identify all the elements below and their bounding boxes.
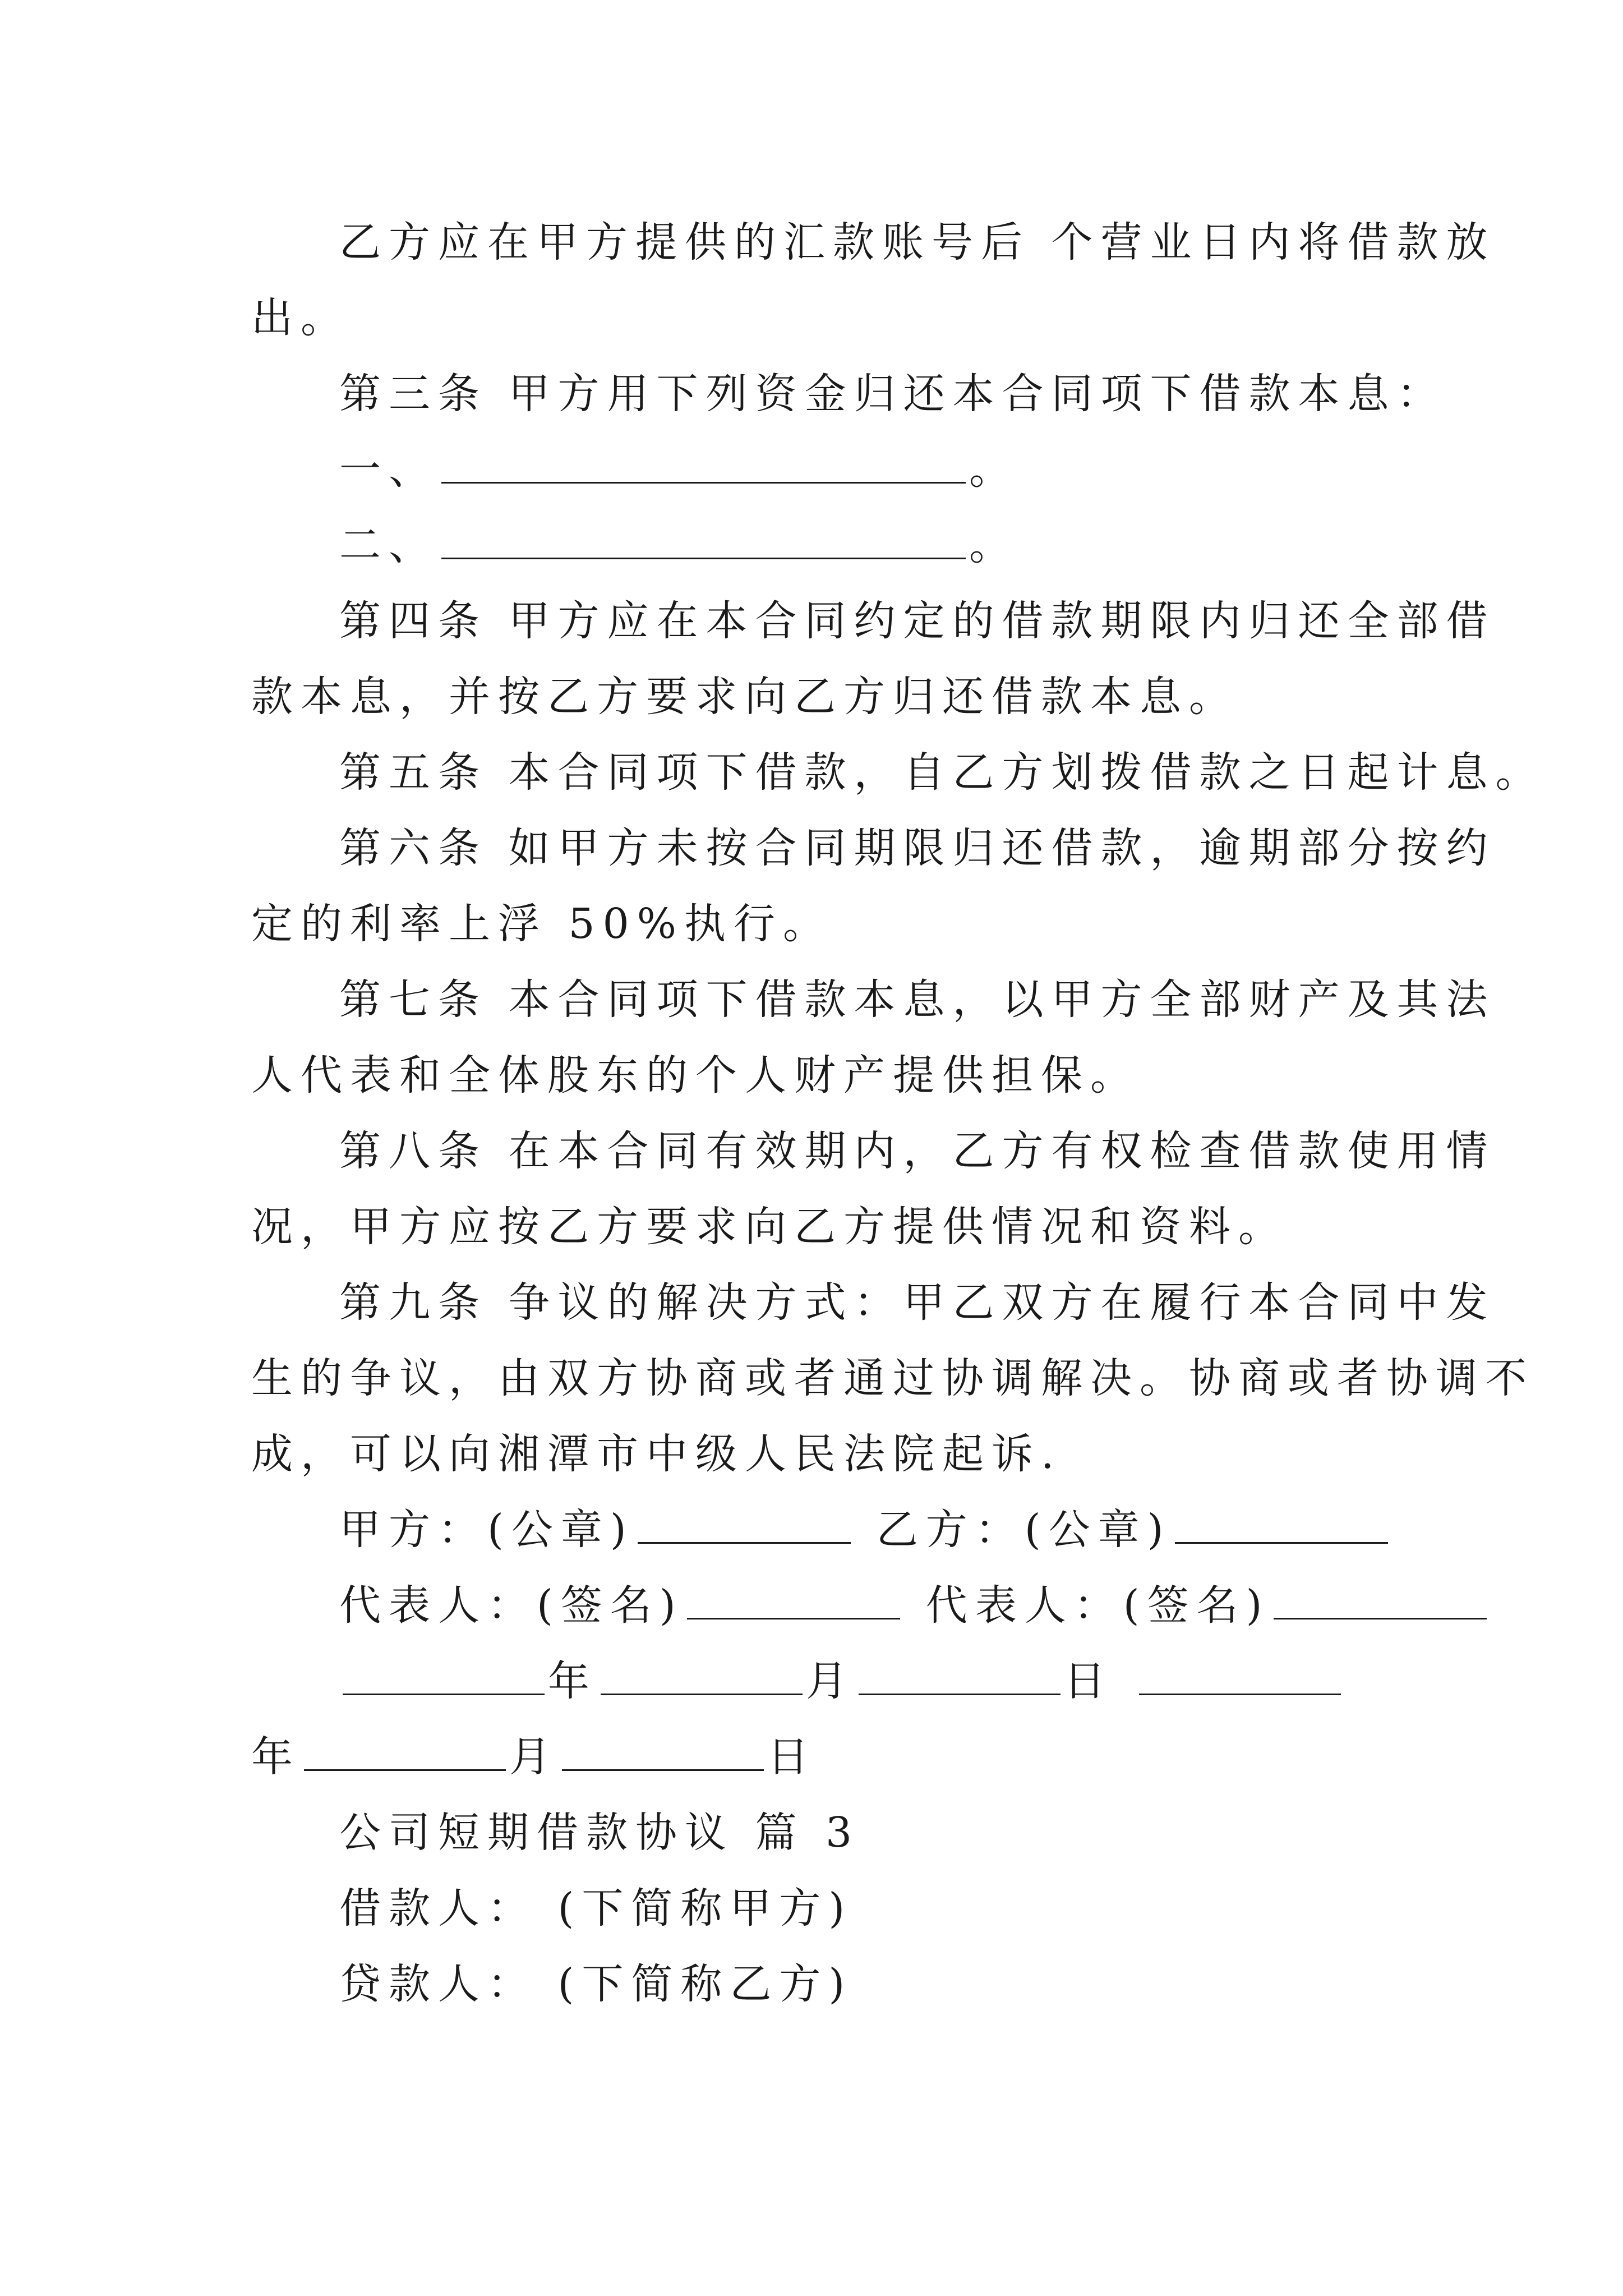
party-a-seal-blank[interactable]	[638, 1505, 851, 1544]
article-7: 第七条 本合同项下借款本息，以甲方全部财产及其法	[339, 976, 1496, 1024]
day-blank-2[interactable]	[562, 1732, 764, 1771]
day-blank[interactable]	[859, 1657, 1061, 1695]
article-9: 第九条 争议的解决方式：甲乙双方在履行本合同中发	[339, 1278, 1496, 1327]
list-marker: 一、	[339, 445, 438, 494]
list-marker: 二、	[339, 521, 438, 569]
year-blank[interactable]	[343, 1657, 545, 1695]
list-item-1	[339, 441, 1018, 498]
party-a-seal-label: 甲方：(公章)	[339, 1506, 634, 1554]
lender-line: 贷款人： (下简称乙方)	[339, 1960, 853, 2008]
list-end: 。	[969, 445, 1018, 494]
month-label: 月	[806, 1657, 855, 1705]
party-a-rep-blank[interactable]	[687, 1581, 900, 1619]
paragraph-line: 成，可以向湘潭市中级人民法院起诉.	[251, 1430, 1062, 1478]
day-label: 日	[1064, 1657, 1113, 1705]
party-b-rep-blank[interactable]	[1274, 1581, 1487, 1619]
party-b-rep-label: 代表人：(签名)	[925, 1581, 1270, 1630]
paragraph-line: 人代表和全体股东的个人财产提供担保。	[251, 1051, 1140, 1099]
list-item-2	[339, 517, 1018, 573]
year-blank-2[interactable]	[1139, 1657, 1341, 1695]
month-blank-2[interactable]	[304, 1732, 506, 1771]
paragraph-line: 生的争议，由双方协商或者通过协调解决。协商或者协调不	[251, 1354, 1534, 1402]
paragraph-line: 出。	[251, 294, 350, 342]
fill-blank[interactable]	[441, 445, 966, 484]
article-4: 第四条 甲方应在本合同约定的借款期限内归还全部借	[339, 597, 1496, 645]
article-8: 第八条 在本合同有效期内，乙方有权检查借款使用情	[339, 1127, 1496, 1175]
article-5: 第五条 本合同项下借款，自乙方划拨借款之日起计息。	[339, 748, 1545, 797]
party-b-seal-blank[interactable]	[1175, 1505, 1388, 1544]
year-label: 年	[251, 1733, 301, 1781]
paragraph-line: 款本息，并按乙方要求向乙方归还借款本息。	[251, 673, 1238, 721]
date-row-1	[339, 1653, 1344, 1709]
signature-row	[339, 1577, 1490, 1634]
day-label: 日	[767, 1733, 817, 1781]
section-title: 公司短期借款协议 篇 3	[339, 1809, 860, 1857]
month-blank[interactable]	[601, 1657, 803, 1695]
paragraph-line: 乙方应在甲方提供的汇款账号后 个营业日内将借款放	[339, 218, 1496, 266]
borrower-line: 借款人： (下简称甲方)	[339, 1884, 853, 1932]
article-6: 第六条 如甲方未按合同期限归还借款，逾期部分按约	[339, 824, 1496, 872]
date-row-2	[251, 1729, 817, 1785]
article-3-heading: 第三条 甲方用下列资金归还本合同项下借款本息：	[339, 370, 1446, 418]
party-a-rep-label: 代表人：(签名)	[339, 1581, 684, 1630]
fill-blank[interactable]	[441, 521, 966, 559]
month-label: 月	[509, 1733, 559, 1781]
paragraph-line: 况，甲方应按乙方要求向乙方提供情况和资料。	[251, 1203, 1288, 1251]
party-b-seal-label: 乙方：(公章)	[876, 1506, 1172, 1554]
seal-row	[339, 1502, 1391, 1558]
list-end: 。	[969, 521, 1018, 569]
year-label: 年	[548, 1657, 597, 1705]
paragraph-line: 定的利率上浮 50%执行。	[251, 900, 832, 948]
